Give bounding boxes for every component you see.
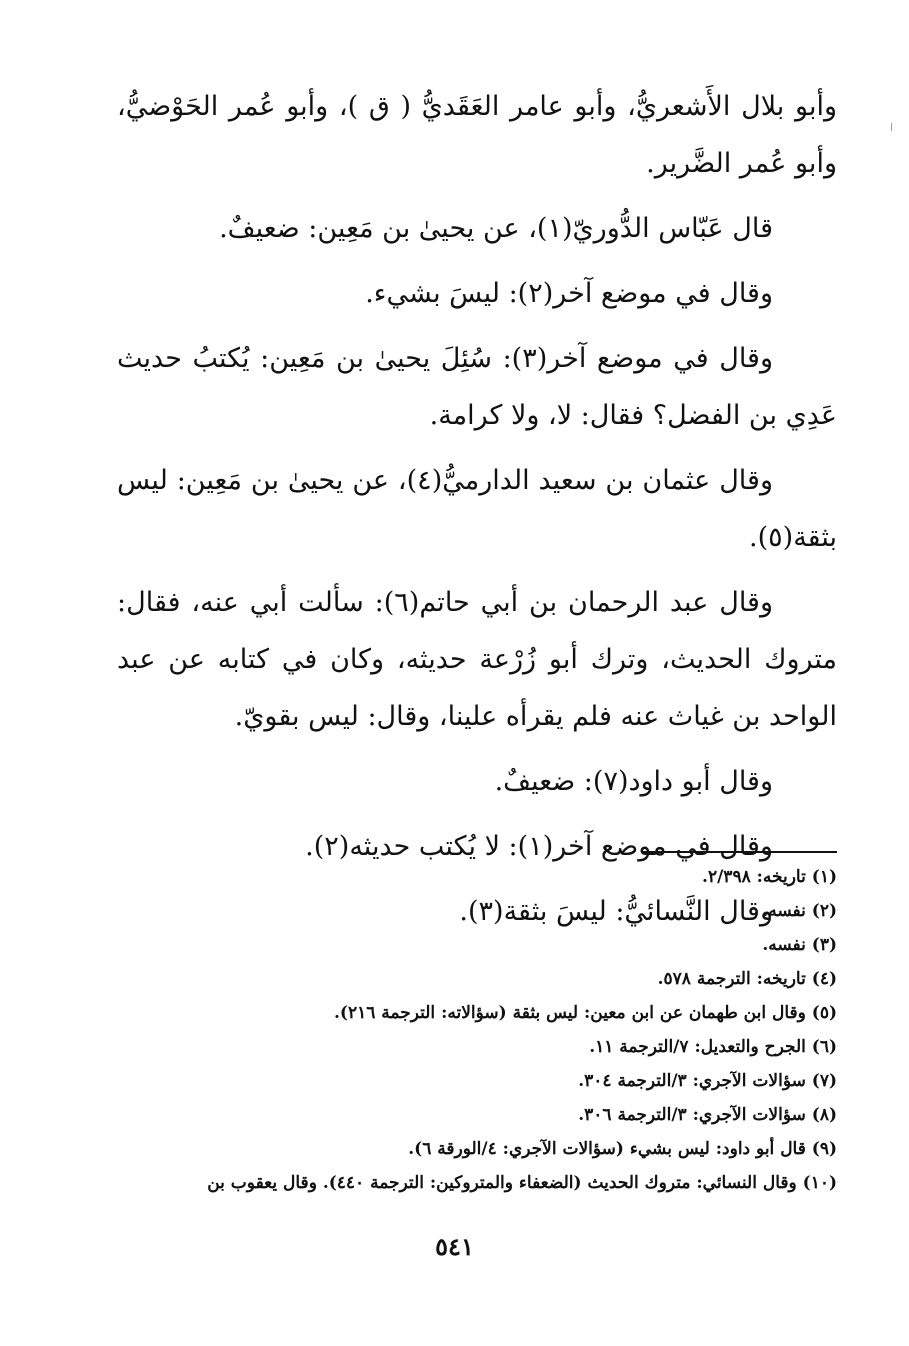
footnote: (٦) الجرح والتعديل: ٧/الترجمة ١١. — [589, 1037, 837, 1057]
paragraph: وقال عثمان بن سعيد الدارميُّ(٤)، عن يحيىٰ بن مَعِين: ليس بثقة(٥). — [117, 465, 837, 553]
paragraph: وقال في موضع آخر(١): لا يُكتب حديثه(٢). — [305, 831, 773, 862]
paragraph: وقال في موضع آخر(٢): ليسَ بشيء. — [365, 278, 773, 309]
paragraph: وقال النَّسائيُّ: ليسَ بثقة(٣). — [459, 896, 773, 927]
paragraph: وقال أبو داود(٧): ضعيفٌ. — [494, 766, 773, 797]
footnote: (٤) تاريخه: الترجمة ٥٧٨. — [657, 969, 837, 989]
paragraph: وقال عبد الرحمان بن أبي حاتم(٦): سألت أبي عنه، فقال: متروك الحديث، وترك أبو زُرْعة حديثه، وكان في كتابه عن عبد الواحد بن غياث عنه فلم يقرأه علينا، وقال: ليس بقويّ. — [117, 587, 837, 732]
page-number: ٥٤١ — [435, 1232, 474, 1261]
footnotes — [117, 860, 837, 1200]
paragraph: وأبو بلال الأَشعريُّ، وأبو عامر العَقَديُّ ( ق )، وأبو عُمر الحَوْضيُّ، وأبو عُمر الضَّرير. — [117, 91, 837, 179]
main-text — [117, 78, 837, 948]
footnote: (١٠) وقال النسائي: متروك الحديث (الضعفاء والمتروكين: الترجمة ٤٤٠). وقال يعقوب بن — [207, 1173, 837, 1193]
footnote: (٧) سؤالات الآجري: ٣/الترجمة ٣٠٤. — [578, 1071, 837, 1091]
margin-mark — [891, 123, 892, 131]
footnote: (٩) قال أبو داود: ليس بشيء (سؤالات الآجري: ٤/الورقة ٦). — [408, 1139, 837, 1159]
footnote: (١) تاريخه: ٢/٣٩٨. — [702, 867, 837, 887]
footnote: (٨) سؤالات الآجري: ٣/الترجمة ٣٠٦. — [578, 1105, 837, 1125]
footnote: (٥) وقال ابن طهمان عن ابن معين: ليس بثقة (سؤالاته: الترجمة ٢١٦). — [334, 1003, 837, 1023]
footnote: (٢) نفسه. — [762, 901, 837, 921]
paragraph: وقال في موضع آخر(٣): سُئِلَ يحيىٰ بن مَعِين: يُكتبُ حديث عَدِي بن الفضل؟ فقال: لا، ولا كرامة. — [117, 343, 837, 431]
footnote-separator — [643, 851, 837, 853]
footnote: (٣) نفسه. — [762, 935, 837, 955]
paragraph: قال عَبّاس الدُّوريّ(١)، عن يحيىٰ بن مَعِين: ضعيفٌ. — [219, 213, 773, 244]
